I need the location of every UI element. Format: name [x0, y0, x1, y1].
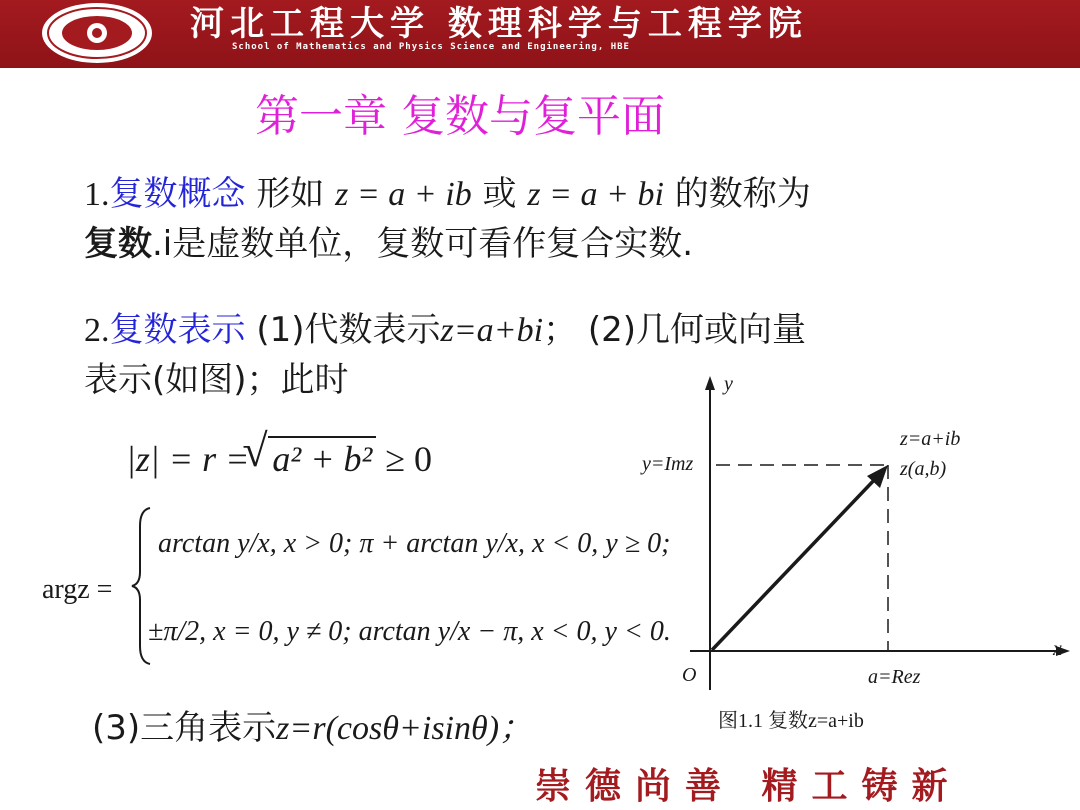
university-name-cn: 河北工程大学 数理科学与工程学院	[190, 4, 808, 44]
y-tick-label: y=Imz	[642, 453, 694, 475]
x-tick-label: a=Rez	[868, 666, 921, 688]
modulus-lhs: |z| = r =	[126, 439, 250, 479]
section2-term: 复数表示	[109, 310, 246, 350]
section2-text3: 表示(如图)；此时	[84, 360, 349, 400]
section3-text: (3)三角表示	[92, 708, 277, 748]
university-logo	[40, 1, 154, 65]
point-label-2: z(a,b)	[900, 458, 947, 480]
university-name-en: School of Mathematics and Physics Science and Engineering, HBE	[232, 42, 630, 52]
header-banner	[0, 0, 1080, 68]
vector-line	[712, 476, 878, 650]
sqrt-symbol-icon: √	[242, 425, 268, 476]
figure-caption: 图1.1 复数z=a+ib	[718, 710, 864, 732]
footer-motto: 崇德尚善 精工铸新	[535, 765, 962, 807]
arg-row2: ±π/2, x = 0, y ≠ 0; arctan y/x − π, x < 0, y < 0.	[148, 616, 671, 647]
formula-z-a-ib: z = a + ib	[335, 176, 472, 213]
complex-plane-figure	[620, 370, 1080, 700]
section2-line2	[84, 352, 349, 401]
modulus-radicand: a² + b²	[272, 439, 373, 479]
section2-line1	[84, 302, 806, 351]
section1-text1: 形如	[256, 174, 325, 214]
origin-label: O	[682, 664, 697, 686]
section3-line	[92, 700, 533, 749]
section2-text2: ； (2)几何或向量	[543, 310, 807, 350]
sqrt-expression	[242, 425, 376, 480]
formula-z-a-bi: z = a + bi	[527, 176, 664, 213]
modulus-rhs: ≥ 0	[385, 439, 433, 479]
y-axis-label: y	[724, 373, 733, 395]
section1-line1	[84, 166, 811, 215]
formula-algebraic: z=a+bi	[440, 312, 544, 349]
slide-title: 第一章 复数与复平面	[255, 91, 665, 142]
y-axis-arrow-icon	[705, 376, 715, 390]
section1-text2: 的数称为	[674, 174, 811, 214]
section1-number: 1.	[84, 176, 110, 213]
section1-or: 或	[482, 174, 517, 214]
arg-row1: arctan y/x, x > 0; π + arctan y/x, x < 0, y ≥ 0;	[158, 528, 671, 559]
section1-text3: .i是虚数单位，复数可看作复合实数.	[152, 224, 694, 264]
x-axis-label: x	[1053, 638, 1062, 660]
formula-trig: z=r(cosθ+isinθ)；	[276, 710, 534, 747]
arg-lhs: argz =	[42, 574, 113, 605]
section2-number: 2.	[84, 312, 110, 349]
point-label-1: z=a+ib	[900, 428, 961, 450]
section1-term: 复数概念	[109, 174, 246, 214]
section1-bold-term: 复数	[84, 224, 152, 264]
section2-text1: (1)代数表示	[256, 310, 441, 350]
section1-line2	[84, 216, 693, 265]
modulus-formula	[126, 425, 433, 480]
